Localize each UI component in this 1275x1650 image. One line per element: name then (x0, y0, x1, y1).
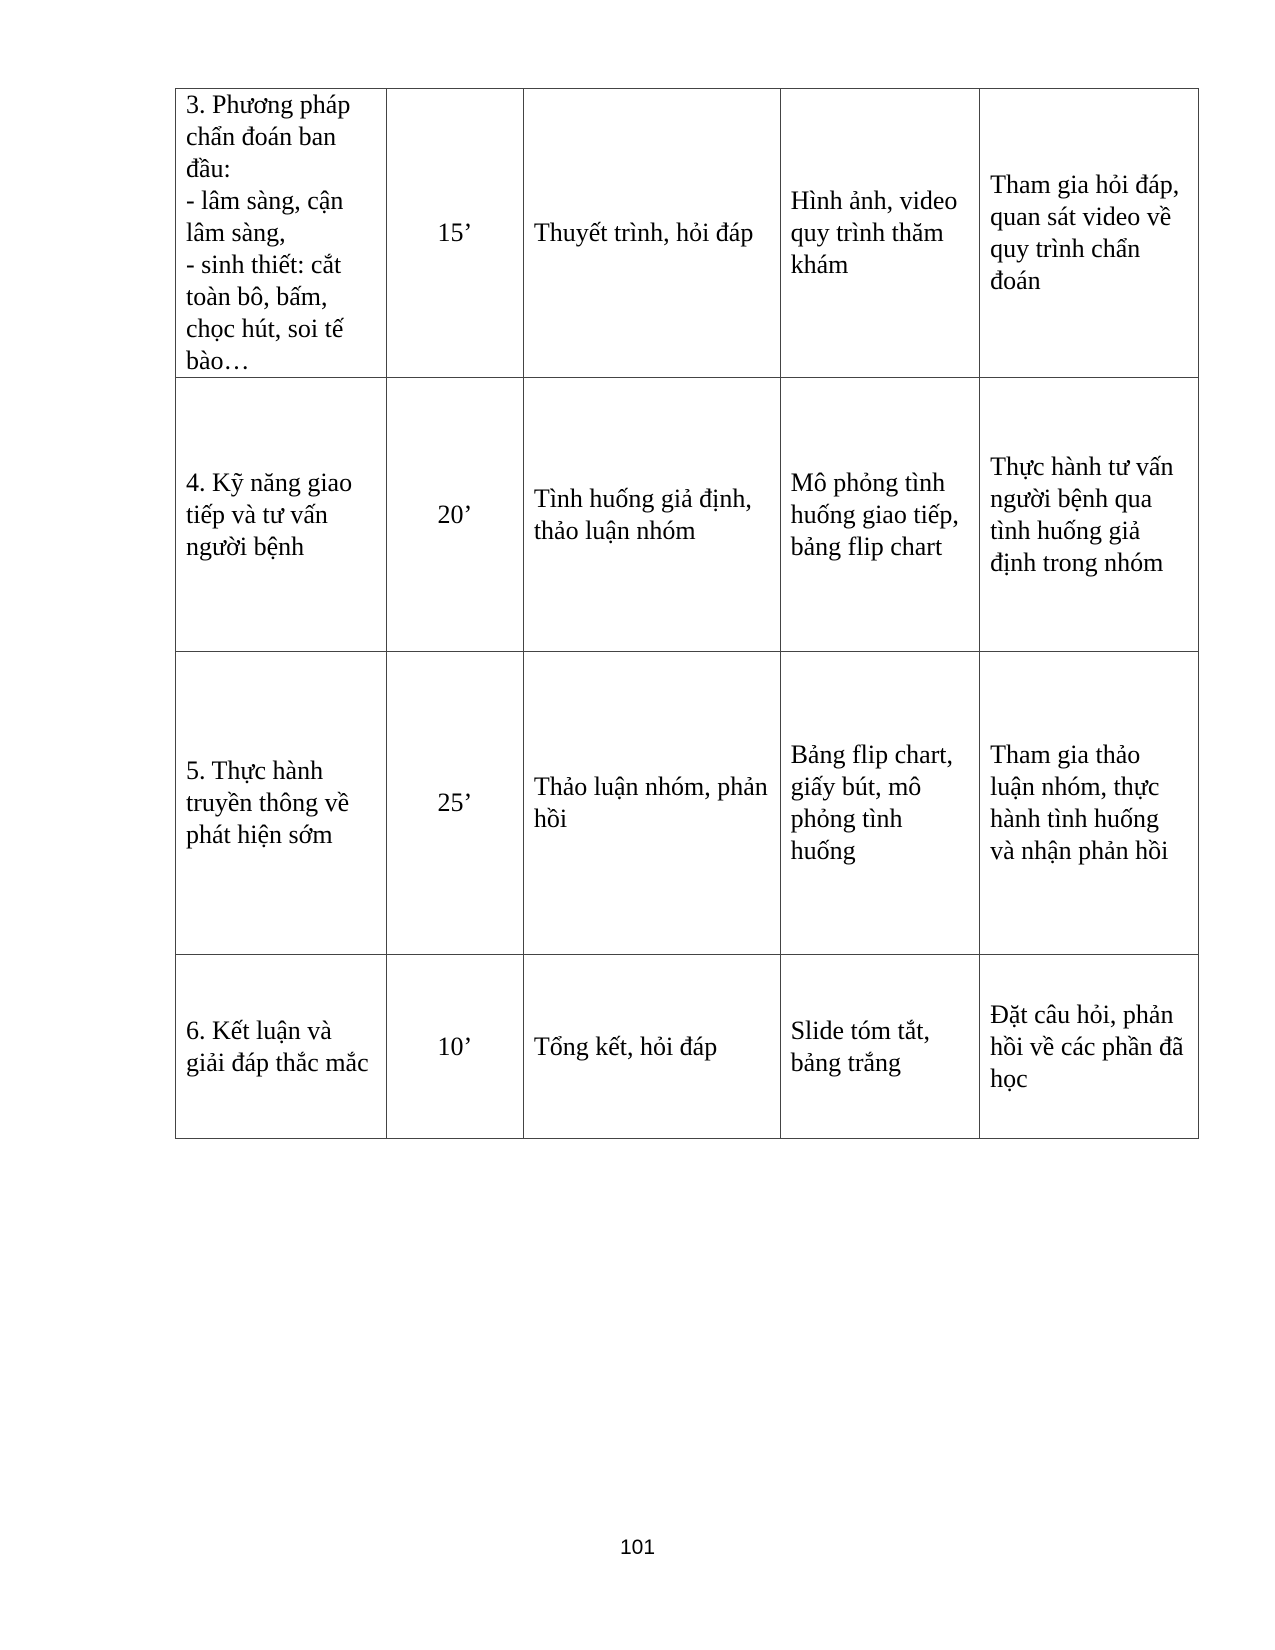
activities-cell: Đặt câu hỏi, phản hồi về các phần đã học (980, 955, 1199, 1139)
content-cell: 5. Thực hành truyền thông về phát hiện sớm (176, 652, 387, 955)
method-cell: Thảo luận nhóm, phản hồi (523, 652, 780, 955)
time-cell: 15’ (386, 89, 523, 378)
materials-cell: Hình ảnh, video quy trình thăm khám (780, 89, 979, 378)
page-number: 101 (619, 1536, 656, 1559)
method-cell: Thuyết trình, hỏi đáp (523, 89, 780, 378)
table-row (176, 89, 1199, 378)
table-row (176, 955, 1199, 1139)
time-cell: 10’ (386, 955, 523, 1139)
table-row (176, 378, 1199, 652)
content-cell: 3. Phương pháp chẩn đoán ban đầu: - lâm sàng, cận lâm sàng, - sinh thiết: cắt toàn bô, bấm, chọc hút, soi tế bào… (176, 89, 387, 378)
lesson-plan-table (175, 88, 1199, 1139)
method-cell: Tổng kết, hỏi đáp (523, 955, 780, 1139)
activities-cell: Tham gia hỏi đáp, quan sát video về quy trình chẩn đoán (980, 89, 1199, 378)
materials-cell: Bảng flip chart, giấy bút, mô phỏng tình huống (780, 652, 979, 955)
content-cell: 6. Kết luận và giải đáp thắc mắc (176, 955, 387, 1139)
table-row (176, 652, 1199, 955)
time-cell: 20’ (386, 378, 523, 652)
activities-cell: Thực hành tư vấn người bệnh qua tình huống giả định trong nhóm (980, 378, 1199, 652)
materials-cell: Slide tóm tắt, bảng trắng (780, 955, 979, 1139)
activities-cell: Tham gia thảo luận nhóm, thực hành tình huống và nhận phản hồi (980, 652, 1199, 955)
content-cell: 4. Kỹ năng giao tiếp và tư vấn người bệnh (176, 378, 387, 652)
materials-cell: Mô phỏng tình huống giao tiếp, bảng flip chart (780, 378, 979, 652)
time-cell: 25’ (386, 652, 523, 955)
method-cell: Tình huống giả định, thảo luận nhóm (523, 378, 780, 652)
